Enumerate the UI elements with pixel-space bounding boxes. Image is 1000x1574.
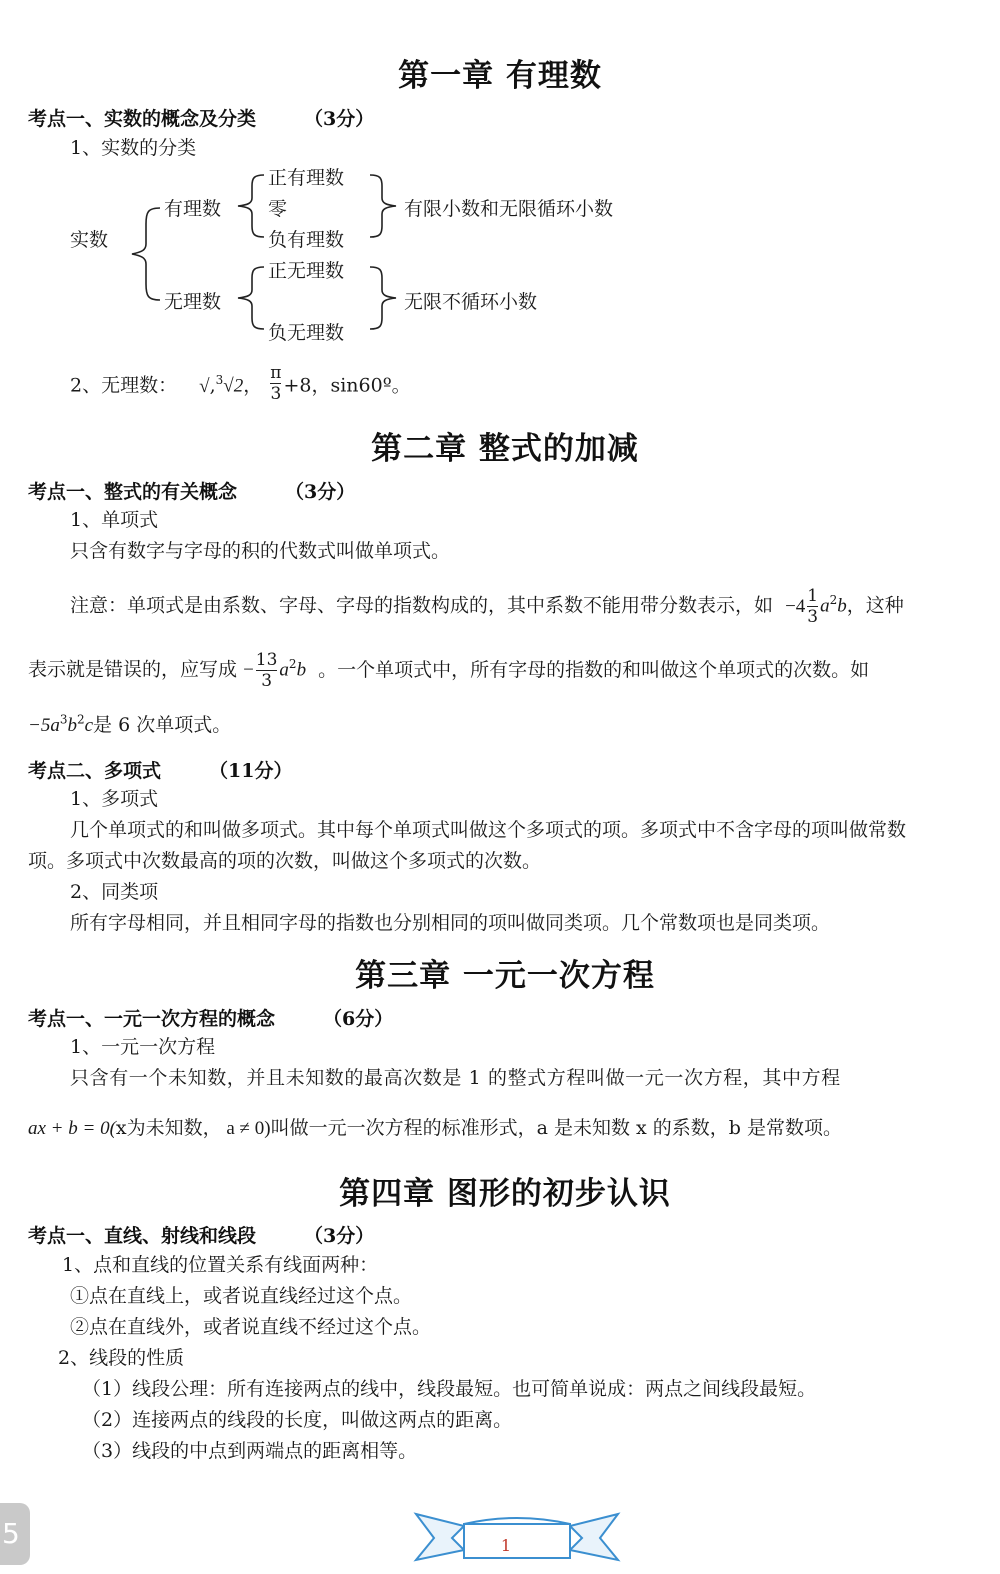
- item-monomial: 1、单项式: [70, 509, 159, 531]
- point-on-line: ①点在直线上，或者说直线经过这个点。: [70, 1285, 413, 1307]
- kaodian-points: （3分）: [285, 481, 356, 503]
- polynomial-line2: 项。多项式中次数最高的项的次数，叫做这个多项式的次数。: [28, 850, 542, 872]
- segment-distance: （2）连接两点的线段的长度，叫做这两点的距离。: [82, 1409, 513, 1431]
- frac-denominator: 3: [807, 607, 819, 627]
- var: c: [84, 715, 94, 736]
- item-real-number-classification: 1、实数的分类: [70, 137, 197, 159]
- kaodian-label: 考点一、直线、射线和线段: [28, 1225, 257, 1247]
- var: a: [820, 595, 830, 617]
- improper-fraction: [256, 650, 278, 691]
- note-text: 注意：单项式是由系数、字母、字母的指数构成的，其中系数不能用带分数表示，如: [70, 594, 774, 617]
- monomial-degree-example: [28, 713, 231, 738]
- tree-rational-desc: 有限小数和无限循环小数: [404, 198, 614, 220]
- var: b: [837, 595, 847, 617]
- kaodian-4-1: [28, 1221, 374, 1248]
- tree-root: 实数: [70, 229, 109, 251]
- page-number: 1: [500, 1536, 512, 1555]
- item-segment-properties: 2、线段的性质: [58, 1347, 185, 1369]
- linear-equation-line1: 只含有一个未知数，并且未知数的最高次数是 1 的整式方程叫做一元一次方程，其中方程: [70, 1067, 841, 1089]
- frac-denominator: 3: [270, 384, 282, 404]
- kaodian-1-1: [28, 104, 374, 131]
- mixed-number-int: −4: [785, 595, 806, 617]
- right-brace-icon: [366, 264, 404, 332]
- exponent: 2: [288, 657, 297, 672]
- segment-midpoint: （3）线段的中点到两端点的距离相等。: [82, 1440, 418, 1462]
- polynomial-line1: 几个单项式的和叫做多项式。其中每个单项式叫做这个多项式的项。多项式中不含字母的项叫做常数: [70, 819, 907, 841]
- exponent: 3: [59, 712, 68, 727]
- frac-denominator: 3: [256, 670, 278, 691]
- mixed-number-fraction: [807, 586, 818, 627]
- item-polynomial: 1、多项式: [70, 788, 159, 810]
- sign: −: [243, 659, 254, 681]
- cbrt-example: √2: [223, 375, 244, 397]
- kaodian-label: 考点一、一元一次方程的概念: [28, 1008, 276, 1030]
- kaodian-label: 考点一、实数的概念及分类: [28, 108, 257, 130]
- note-text: 是 6 次单项式。: [93, 714, 232, 736]
- irrational-rest: +8，sin60º。: [283, 374, 411, 397]
- left-brace-icon: [228, 172, 268, 240]
- tree-rational: 有理数: [164, 198, 222, 220]
- tree-zero: 零: [268, 198, 288, 220]
- comma: ,: [209, 374, 216, 397]
- frac-numerator: π: [270, 363, 282, 383]
- exponent: 2: [829, 593, 838, 608]
- frac-numerator: 13: [255, 650, 278, 670]
- kaodian-3-1: [28, 1004, 393, 1031]
- side-tab: [0, 1503, 30, 1565]
- tree-positive-irrational: 正无理数: [268, 260, 345, 282]
- cbrt-index: 3: [215, 373, 224, 388]
- item-label: 2、无理数：: [70, 374, 178, 397]
- equation: ax + b = 0(: [28, 1118, 116, 1139]
- chapter-1-title: 第一章 有理数: [398, 58, 602, 94]
- var: a: [279, 659, 289, 681]
- kaodian-points: （3分）: [304, 1225, 375, 1247]
- note-text: x为未知数，: [115, 1117, 222, 1139]
- var: b: [296, 659, 307, 681]
- tree-negative-rational: 负有理数: [268, 229, 345, 251]
- note-text: 表示就是错误的，应写成: [28, 658, 238, 681]
- chapter-4-title: 第四章 图形的初步认识: [339, 1176, 671, 1212]
- monomial-note-line2: [28, 650, 869, 691]
- note-text: 。一个单项式中，所有字母的指数的和叫做这个单项式的次数。如: [318, 658, 870, 681]
- right-brace-icon: [366, 172, 404, 240]
- like-terms-def: 所有字母相同，并且相同字母的指数也分别相同的项叫做同类项。几个常数项也是同类项。: [70, 912, 831, 934]
- item-like-terms: 2、同类项: [70, 881, 159, 903]
- pi-over-3: [270, 363, 281, 404]
- left-brace-icon: [122, 204, 164, 304]
- kaodian-points: （3分）: [304, 108, 375, 130]
- kaodian-label: 考点一、整式的有关概念: [28, 481, 238, 503]
- kaodian-points: （11分）: [209, 760, 293, 782]
- kaodian-label: 考点二、多项式: [28, 760, 162, 782]
- left-brace-icon: [228, 264, 268, 332]
- frac-numerator: 1: [807, 586, 819, 606]
- monomial-note-line1: [70, 586, 904, 627]
- linear-equation-line2: [28, 1116, 842, 1141]
- tree-positive-rational: 正有理数: [268, 167, 345, 189]
- note-text: 叫做一元一次方程的标准形式，a 是未知数 x 的系数，b 是常数项。: [270, 1117, 842, 1139]
- equation: a ≠ 0): [221, 1118, 271, 1139]
- sqrt-example: √: [199, 375, 210, 397]
- tree-negative-irrational: 负无理数: [268, 322, 345, 344]
- var: −5a: [28, 715, 60, 736]
- comma: ，: [243, 374, 263, 397]
- exponent: 2: [76, 712, 85, 727]
- item-irrational-examples: [70, 363, 411, 404]
- item-linear-equation: 1、一元一次方程: [70, 1036, 216, 1058]
- point-off-line: ②点在直线外，或者说直线不经过这个点。: [70, 1316, 432, 1338]
- note-text: ，这种: [846, 594, 904, 617]
- side-tab-label: 5: [2, 1517, 20, 1550]
- segment-axiom: （1）线段公理：所有连接两点的线中，线段最短。也可简单说成：两点之间线段最短。: [82, 1378, 817, 1400]
- chapter-3-title: 第三章 一元一次方程: [355, 958, 655, 994]
- kaodian-points: （6分）: [323, 1008, 394, 1030]
- item-point-line: 1、点和直线的位置关系有线面两种：: [62, 1254, 379, 1276]
- kaodian-2-1: [28, 477, 355, 504]
- var: b: [67, 715, 77, 736]
- kaodian-2-2: [28, 756, 292, 783]
- chapter-2-title: 第二章 整式的加减: [371, 431, 639, 467]
- tree-irrational-desc: 无限不循环小数: [404, 291, 538, 313]
- tree-irrational: 无理数: [164, 291, 222, 313]
- monomial-definition: 只含有数字与字母的积的代数式叫做单项式。: [70, 540, 451, 562]
